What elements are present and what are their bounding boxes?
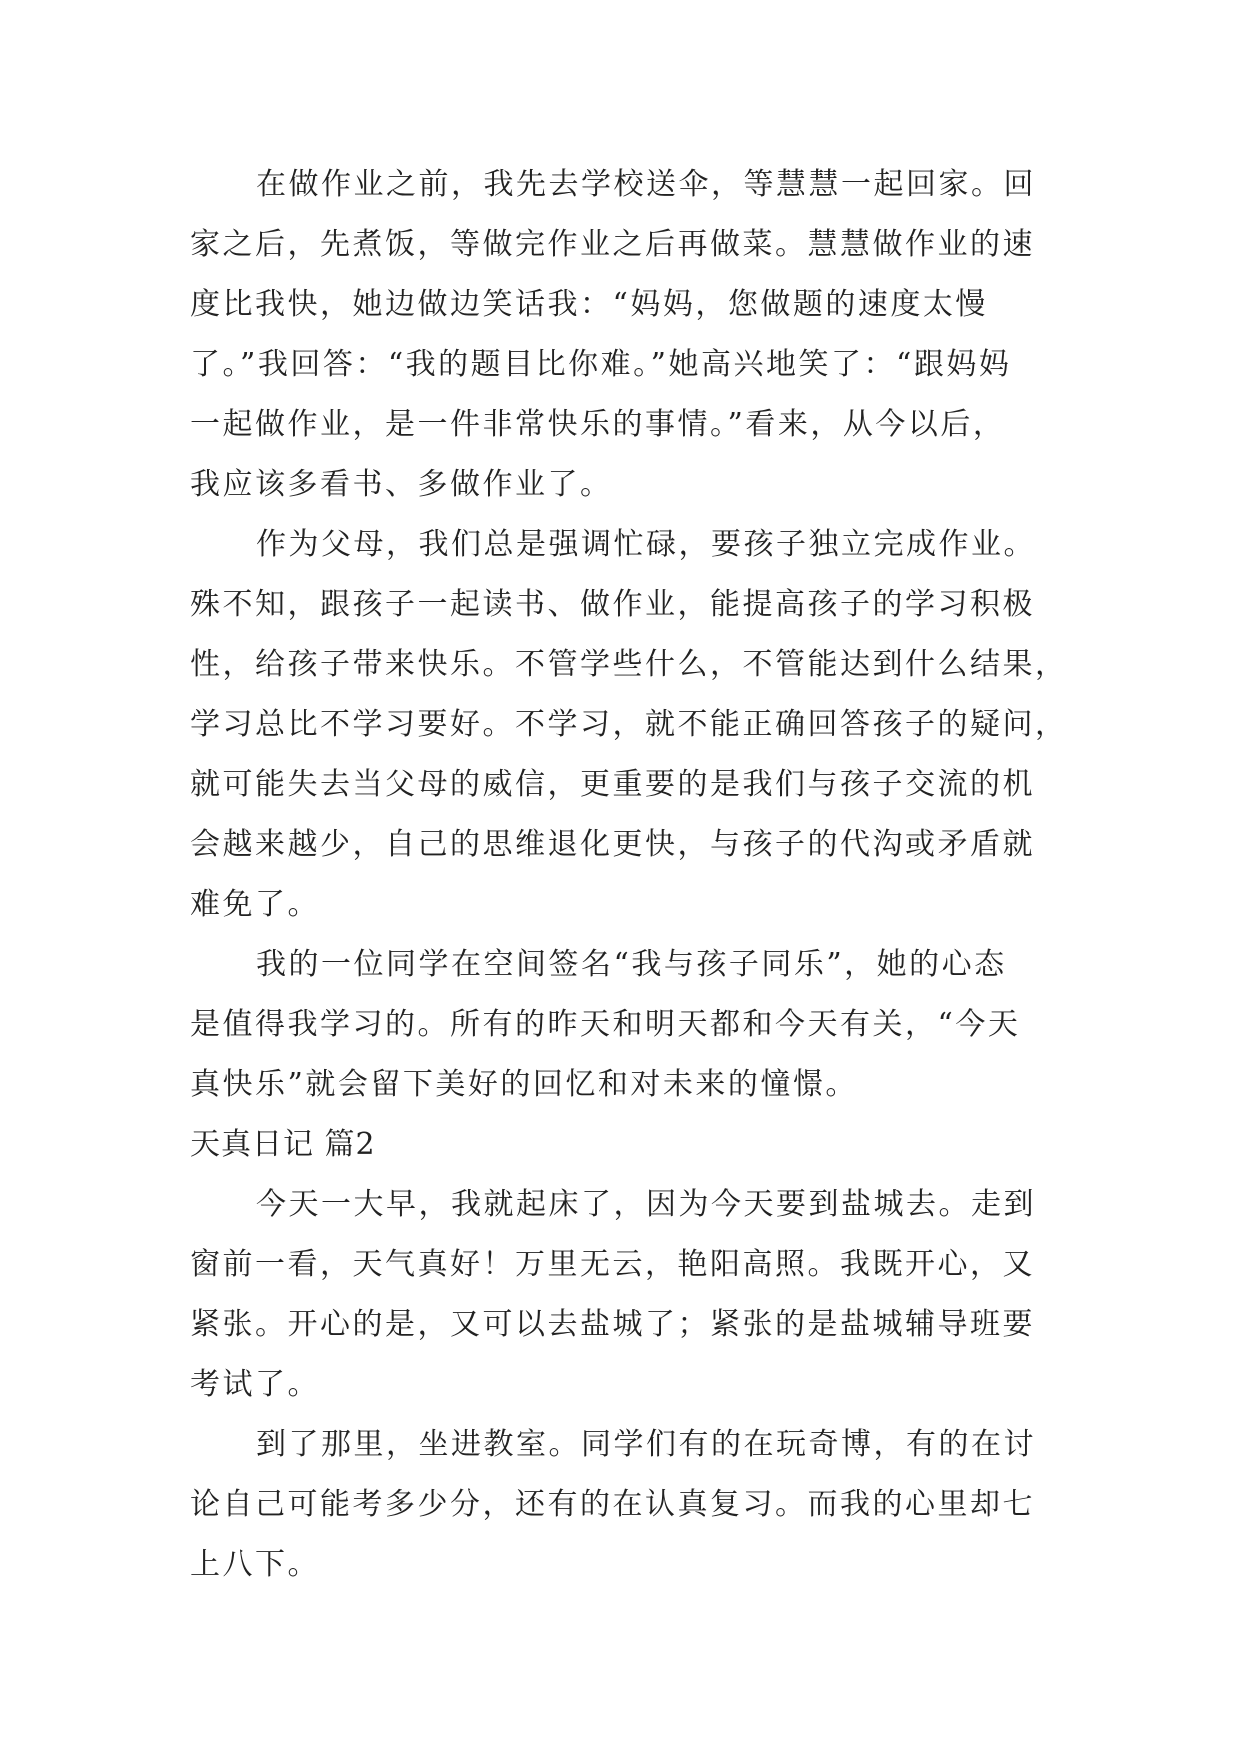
paragraph-line: 难免了。 bbox=[190, 887, 320, 922]
paragraph-line: 我应该多看书、多做作业了。 bbox=[190, 467, 613, 502]
paragraph-4 bbox=[190, 1175, 1070, 1415]
paragraph-line: 度比我快，她边做边笑话我：“妈妈，您做题的速度太慢 bbox=[190, 287, 988, 322]
paragraph-line: 是值得我学习的。所有的昨天和明天都和今天有关，“今天 bbox=[190, 1007, 1021, 1042]
paragraph-5 bbox=[190, 1415, 1070, 1595]
paragraph-2 bbox=[190, 515, 1070, 935]
document-body bbox=[190, 155, 1070, 1595]
paragraph-line: 我的一位同学在空间签名“我与孩子同乐”，她的心态 bbox=[256, 947, 1007, 982]
paragraph-line: 窗前一看，天气真好！万里无云，艳阳高照。我既开心，又 bbox=[190, 1247, 1035, 1282]
paragraph-line: 家之后，先煮饭，等做完作业之后再做菜。慧慧做作业的速 bbox=[190, 227, 1035, 262]
paragraph-3 bbox=[190, 935, 1070, 1115]
paragraph-line: 论自己可能考多少分，还有的在认真复习。而我的心里却七 bbox=[190, 1487, 1035, 1522]
paragraph-line: 一起做作业，是一件非常快乐的事情。”看来，从今以后， bbox=[190, 407, 1006, 442]
paragraph-line: 到了那里，坐进教室。同学们有的在玩奇博，有的在讨 bbox=[256, 1427, 1036, 1462]
section-heading: 天真日记 篇2 bbox=[190, 1127, 376, 1162]
paragraph-line: 紧张。开心的是，又可以去盐城了；紧张的是盐城辅导班要 bbox=[190, 1307, 1035, 1342]
paragraph-line: 就可能失去当父母的威信，更重要的是我们与孩子交流的机 bbox=[190, 767, 1035, 802]
paragraph-1 bbox=[190, 155, 1070, 515]
paragraph-line: 殊不知，跟孩子一起读书、做作业，能提高孩子的学习积极 bbox=[190, 587, 1035, 622]
paragraph-line: 考试了。 bbox=[190, 1367, 320, 1402]
paragraph-line: 了。”我回答：“我的题目比你难。”她高兴地笑了：“跟妈妈 bbox=[190, 347, 1012, 382]
paragraph-line: 性，给孩子带来快乐。不管学些什么，不管能达到什么结果， bbox=[190, 647, 1068, 682]
paragraph-line: 今天一大早，我就起床了，因为今天要到盐城去。走到 bbox=[256, 1187, 1036, 1222]
paragraph-line: 上八下。 bbox=[190, 1547, 320, 1582]
paragraph-line: 作为父母，我们总是强调忙碌，要孩子独立完成作业。 bbox=[256, 527, 1036, 562]
paragraph-line: 学习总比不学习要好。不学习，就不能正确回答孩子的疑问， bbox=[190, 707, 1068, 742]
paragraph-line: 会越来越少，自己的思维退化更快，与孩子的代沟或矛盾就 bbox=[190, 827, 1035, 862]
paragraph-line: 真快乐”就会留下美好的回忆和对未来的憧憬。 bbox=[190, 1067, 858, 1102]
paragraph-line: 在做作业之前，我先去学校送伞，等慧慧一起回家。回 bbox=[256, 167, 1036, 202]
